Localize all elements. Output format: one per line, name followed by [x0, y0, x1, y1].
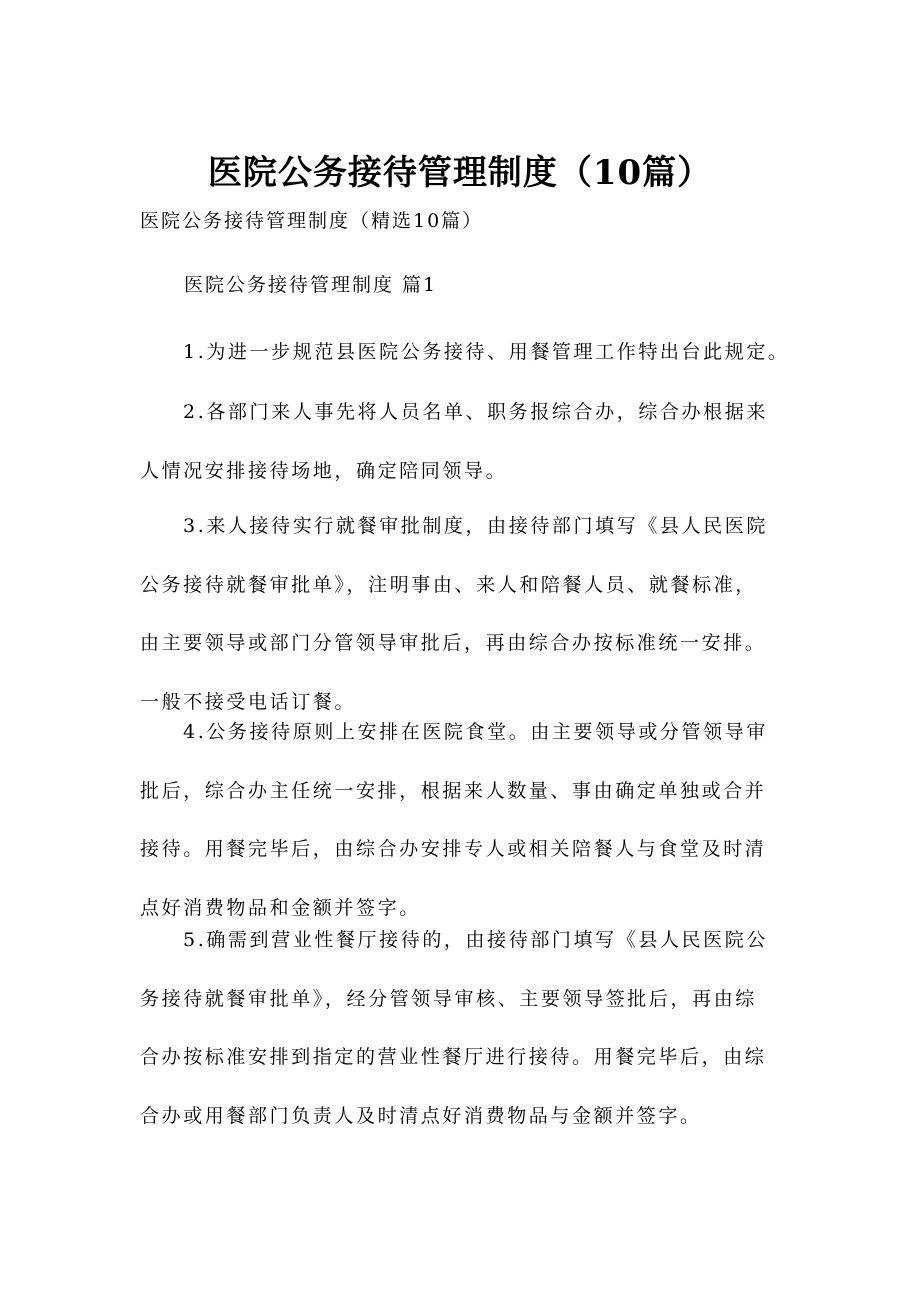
paragraph-line: 公务接待就餐审批单》，注明事由、来人和陪餐人员、就餐标准，: [140, 573, 757, 596]
paragraph-5: [140, 925, 780, 1131]
paragraph-line: 3.来人接待实行就餐审批制度，由接待部门填写《县人民医院: [183, 515, 768, 537]
paragraph-3: [140, 511, 780, 717]
paragraph-line: 由主要领导或部门分管领导审批后，再由综合办按标准统一安排。: [140, 632, 767, 654]
section-heading: 医院公务接待管理制度 篇1: [184, 274, 438, 296]
paragraph-4: [140, 717, 780, 923]
paragraph-line: 5.确需到营业性餐厅接待的，由接待部门填写《县人民医院公: [183, 929, 768, 951]
paragraph-line: 合办按标准安排到指定的营业性餐厅进行接待。用餐完毕后，由综: [140, 1046, 767, 1068]
paragraph-line: 合办或用餐部门负责人及时清点好消费物品与金额并签字。: [140, 1104, 702, 1127]
document-subtitle: 医院公务接待管理制度（精选10篇）: [140, 210, 484, 232]
paragraph-2: [140, 397, 780, 486]
paragraph-line: 一般不接受电话订餐。: [140, 690, 357, 713]
paragraph-line: 4.公务接待原则上安排在医院食堂。由主要领导或分管领导审: [183, 721, 768, 743]
paragraph-line: 2.各部门来人事先将人员名单、职务报综合办，综合办根据来: [183, 401, 768, 423]
paragraph-line: 接待。用餐完毕后，由综合办安排专人或相关陪餐人与食堂及时清: [140, 838, 767, 860]
paragraph-1: [140, 337, 790, 367]
paragraph-line: 点好消费物品和金额并签字。: [140, 896, 421, 919]
paragraph-line: 务接待就餐审批单》，经分管领导审核、主要领导签批后，再由综: [140, 987, 757, 1010]
paragraph-line: 批后，综合办主任统一安排，根据来人数量、事由确定单独或合并: [140, 779, 767, 802]
paragraph-line: 1.为进一步规范县医院公务接待、用餐管理工作特出台此规定。: [183, 341, 790, 363]
document-title: 医院公务接待管理制度（10篇）: [207, 153, 713, 193]
paragraph-line: 人情况安排接待场地，确定陪同领导。: [140, 459, 508, 482]
